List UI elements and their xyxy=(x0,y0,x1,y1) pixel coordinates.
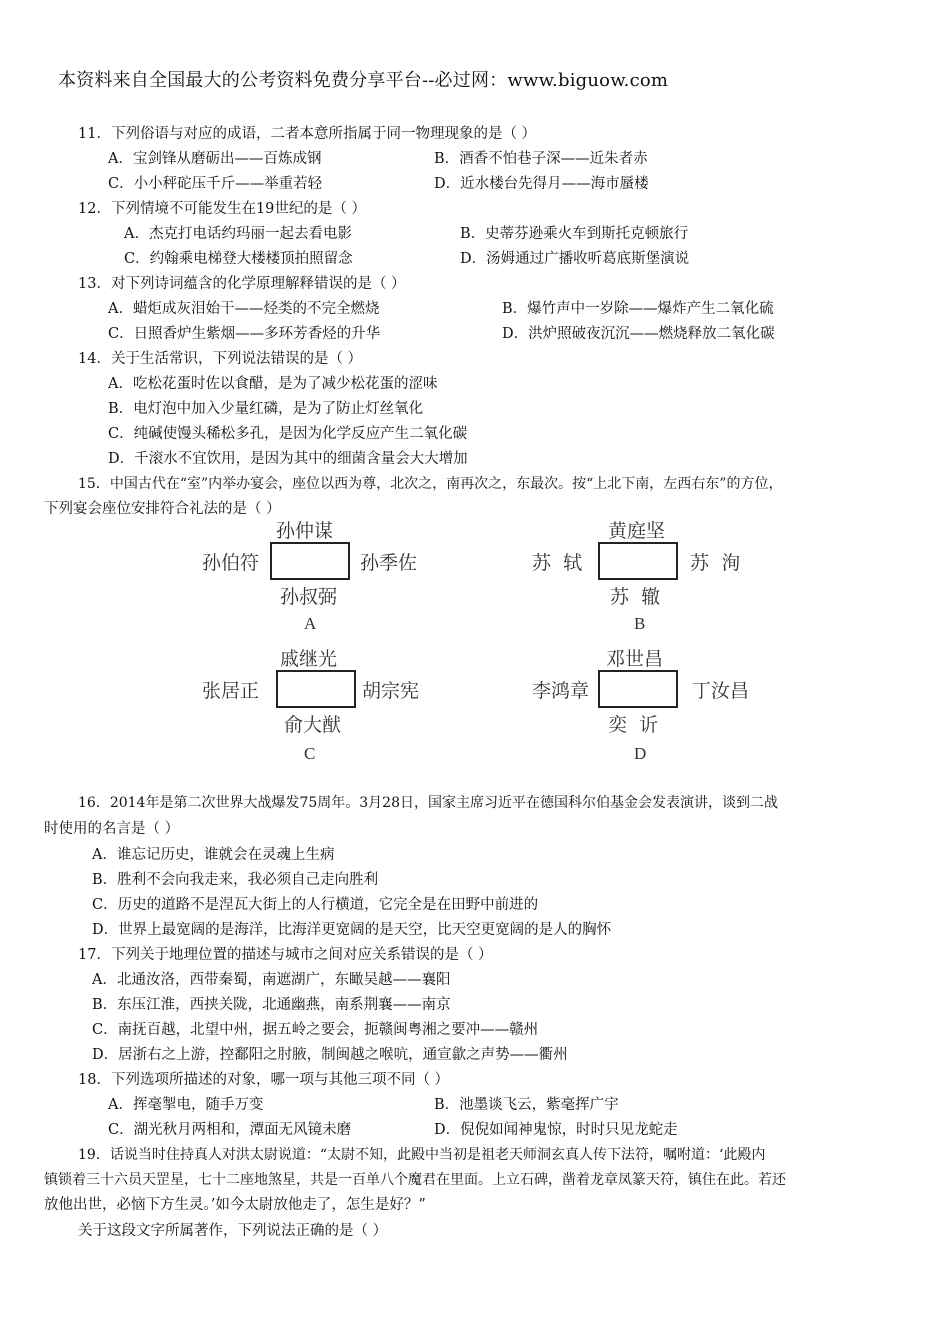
table-c xyxy=(276,670,356,708)
q11-stem: 11．下列俗语与对应的成语，二者本意所指属于同一物理现象的是（ ） xyxy=(78,126,537,142)
q12-option-a: A．杰克打电话约玛丽一起去看电影 xyxy=(124,226,352,242)
q14-option-b: B．电灯泡中加入少量红磷，是为了防止灯丝氧化 xyxy=(108,401,424,417)
table-b xyxy=(598,542,678,580)
seat-c-east: 胡宗宪 xyxy=(362,680,420,702)
q16-option-b: B．胜利不会向我走来，我必须自己走向胜利 xyxy=(92,872,379,888)
q16-stem-line2: 时使用的名言是（ ） xyxy=(44,821,180,837)
page-header-source: 本资料来自全国最大的公考资料免费分享平台--必过网：www.biguow.com xyxy=(58,70,669,91)
q12-stem: 12．下列情境不可能发生在19世纪的是（ ） xyxy=(78,201,367,217)
seat-a-south: 孙叔弼 xyxy=(280,586,338,608)
q13-option-c: C．日照香炉生紫烟——多环芳香烃的升华 xyxy=(108,326,381,342)
q19-stem-line2: 镇锁着三十六员天罡星，七十二座地煞星，共是一百单八个魔君在里面。上立石碑，凿着龙章凤篆天符，镇住在此。若还 xyxy=(44,1172,786,1188)
seat-b-label: B xyxy=(634,614,646,633)
q18-option-d: D．倪倪如闻神鬼惊，时时只见龙蛇走 xyxy=(434,1122,678,1138)
seat-b-east: 苏 洵 xyxy=(690,552,741,574)
seat-b-south: 苏 辙 xyxy=(610,586,661,608)
seat-c-west: 张居正 xyxy=(202,680,260,702)
q13-option-a: A．蜡炬成灰泪始干——烃类的不完全燃烧 xyxy=(108,301,380,317)
q16-stem-line1: 16．2014年是第二次世界大战爆发75周年。3月28日，国家主席习近平在德国科尔伯基金会发表演讲，谈到二战 xyxy=(78,795,778,811)
q12-option-d: D．汤姆通过广播收听葛底斯堡演说 xyxy=(460,251,690,267)
q14-option-d: D．千滚水不宜饮用，是因为其中的细菌含量会大大增加 xyxy=(108,451,468,467)
q15-stem-line2: 下列宴会座位安排符合礼法的是（ ） xyxy=(44,501,281,517)
q17-option-c: C．南抚百越，北望中州，据五岭之要会，扼赣闽粤湘之要冲——赣州 xyxy=(92,1022,539,1038)
seat-a-west: 孙伯符 xyxy=(202,552,260,574)
q19-stem-line3: 放他出世，必恼下方生灵。’如今太尉放他走了，怎生是好？” xyxy=(44,1197,426,1213)
seat-d-label: D xyxy=(634,744,647,763)
q17-stem: 17．下列关于地理位置的描述与城市之间对应关系错误的是（ ） xyxy=(78,947,493,963)
seat-c-south: 俞大猷 xyxy=(284,714,342,736)
q15-stem-line1: 15．中国古代在“室”内举办宴会，座位以西为尊，北次之，南再次之，东最次。按“上北下南，左西右东”的方位， xyxy=(78,476,783,492)
q19-stem-line4: 关于这段文字所属著作，下列说法正确的是（ ） xyxy=(78,1223,388,1239)
q16-option-d: D．世界上最宽阔的是海洋，比海洋更宽阔的是天空，比天空更宽阔的是人的胸怀 xyxy=(92,922,612,938)
q13-stem: 13．对下列诗词蕴含的化学原理解释错误的是（ ） xyxy=(78,276,406,292)
seat-c-north: 戚继光 xyxy=(280,648,338,670)
q14-option-a: A．吃松花蛋时佐以食醋，是为了减少松花蛋的涩味 xyxy=(108,376,438,392)
seat-a-east: 孙季佐 xyxy=(360,552,418,574)
q17-option-a: A．北通汝洛，西带秦蜀，南遮湖广，东瞰吴越——襄阳 xyxy=(92,972,451,988)
seat-d-south: 奕 䜣 xyxy=(608,714,659,736)
q14-option-c: C．纯碱使馒头稀松多孔，是因为化学反应产生二氧化碳 xyxy=(108,426,468,442)
q13-option-d: D．洪炉照破夜沉沉——燃烧释放二氧化碳 xyxy=(502,326,775,342)
q12-option-c: C．约翰乘电梯登大楼楼顶拍照留念 xyxy=(124,251,353,267)
seat-b-north: 黄庭坚 xyxy=(608,520,666,542)
q12-option-b: B．史蒂芬逊乘火车到斯托克顿旅行 xyxy=(460,226,689,242)
seat-c-label: C xyxy=(304,744,316,763)
q18-option-c: C．湖光秋月两相和，潭面无风镜未磨 xyxy=(108,1122,352,1138)
q14-stem: 14．关于生活常识，下列说法错误的是（ ） xyxy=(78,351,363,367)
q16-option-a: A．谁忘记历史，谁就会在灵魂上生病 xyxy=(92,847,335,863)
seat-b-west: 苏 轼 xyxy=(532,552,583,574)
q19-stem-line1: 19．话说当时住持真人对洪太尉说道：“太尉不知，此殿中当初是祖老天师洞玄真人传下法符，嘱咐道：‘此殿内 xyxy=(78,1147,766,1163)
seat-a-label: A xyxy=(304,614,317,633)
table-d xyxy=(598,670,678,708)
q11-option-d: D．近水楼台先得月——海市蜃楼 xyxy=(434,176,649,192)
q16-option-c: C．历史的道路不是涅瓦大街上的人行横道，它完全是在田野中前进的 xyxy=(92,897,539,913)
seat-d-west: 李鸿章 xyxy=(532,680,590,702)
q18-option-b: B．池墨谈飞云，紫毫挥广宇 xyxy=(434,1097,619,1113)
q11-option-b: B．酒香不怕巷子深——近朱者赤 xyxy=(434,151,648,167)
table-a xyxy=(270,542,350,580)
seat-d-north: 邓世昌 xyxy=(606,648,664,670)
q18-stem: 18．下列选项所描述的对象，哪一项与其他三项不同（ ） xyxy=(78,1072,450,1088)
q18-option-a: A．挥毫掣电，随手万变 xyxy=(108,1097,264,1113)
q13-option-b: B．爆竹声中一岁除——爆炸产生二氧化硫 xyxy=(502,301,774,317)
seat-a-north: 孙仲谋 xyxy=(276,520,334,542)
q17-option-d: D．居浙右之上游，控鄱阳之肘腋，制闽越之喉吭，通宣歙之声势——衢州 xyxy=(92,1047,568,1063)
q11-option-c: C．小小秤砣压千斤——举重若轻 xyxy=(108,176,323,192)
seat-d-east: 丁汝昌 xyxy=(692,680,750,702)
q11-option-a: A．宝剑锋从磨砺出——百炼成钢 xyxy=(108,151,322,167)
q17-option-b: B．东压江淮，西挟关陇，北通幽燕，南系荆襄——南京 xyxy=(92,997,451,1013)
